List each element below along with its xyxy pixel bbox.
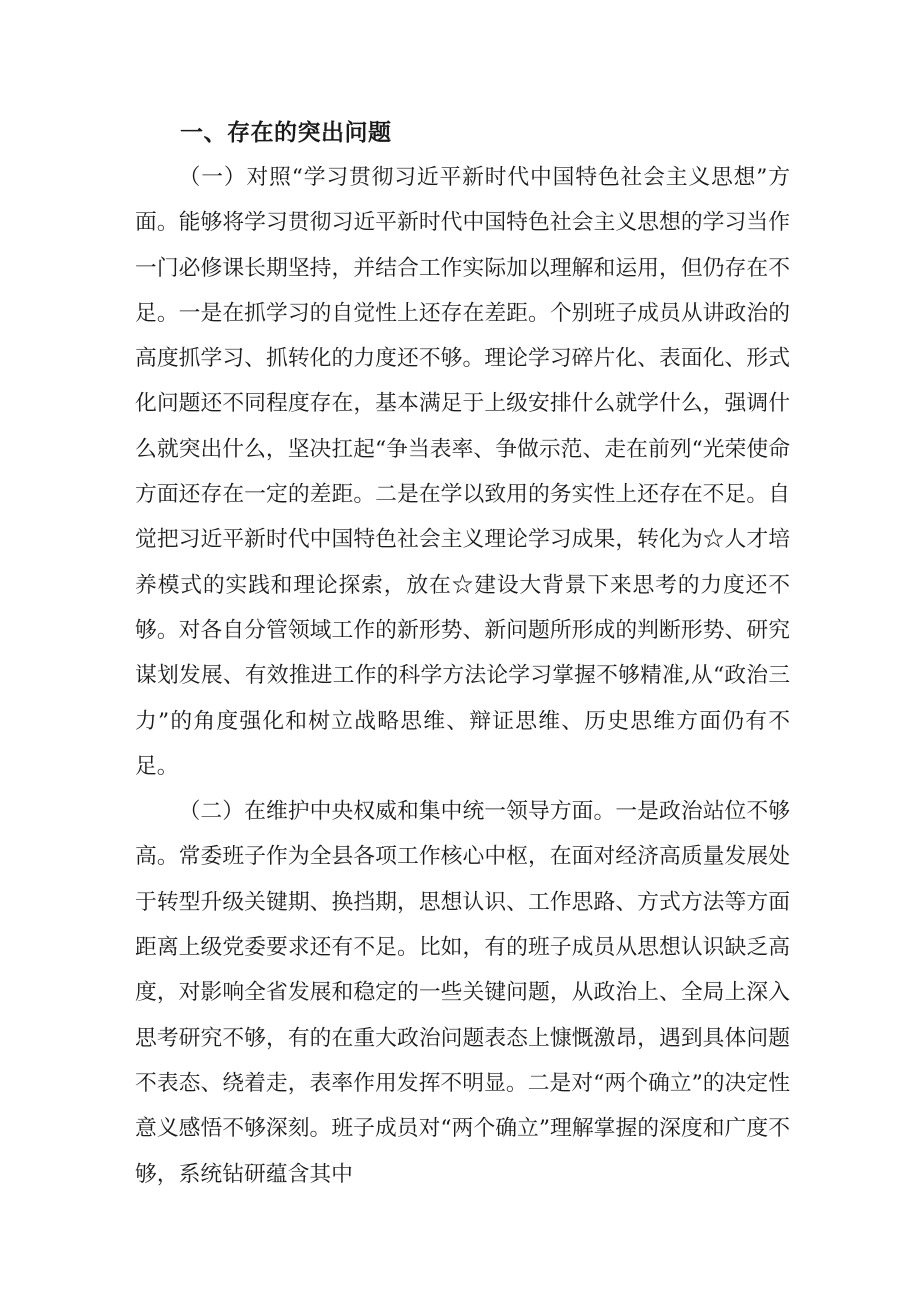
section-heading: 一、存在的突出问题 [180, 120, 392, 146]
document-body [135, 155, 790, 1197]
paragraph-1: （一）对照“学习贯彻习近平新时代中国特色社会主义思想”方面。能够将学习贯彻习近平新时代中国特色社会主义思想的学习当作一门必修课长期坚持，并结合工作实际加以理解和运用，但仍存在不足。一是在抓学习的自觉性上还存在差距。个别班子成员从讲政治的高度抓学习、抓转化的力度还不够。理论学习碎片化、表面化、形式化问题还不同程度存在，基本满足于上级安排什么就学什么，强调什么就突出什么，坚决扛起“争当表率、争做示范、走在前列“光荣使命方面还存在一定的差距。二是在学以致用的务实性上还存在不足。自觉把习近平新时代中国特色社会主义理论学习成果，转化为☆人才培养模式的实践和理论探索，放在☆建设大背景下来思考的力度还不够。对各自分管领域工作的新形势、新问题所形成的判断形势、研究谋划发展、有效推进工作的科学方法论学习掌握不够精准,从“政治三力”的角度强化和树立战略思维、辩证思维、历史思维方面仍有不足。 [135, 165, 790, 779]
paragraph-2: （二）在维护中央权威和集中统一领导方面。一是政治站位不够高。常委班子作为全县各项工作核心中枢，在面对经济高质量发展处于转型升级关键期、换挡期，思想认识、工作思路、方式方法等方面距离上级党委要求还有不足。比如，有的班子成员从思想认识缺乏高度，对影响全省发展和稳定的一些关键问题，从政治上、全局上深入思考研究不够，有的在重大政治问题表态上慷慨激昂，遇到具体问题不表态、绕着走，表率作用发挥不明显。二是对“两个确立”的决定性意义感悟不够深刻。班子成员对“两个确立”理解掌握的深度和广度不够，系统钻研蕴含其中 [135, 799, 790, 1187]
